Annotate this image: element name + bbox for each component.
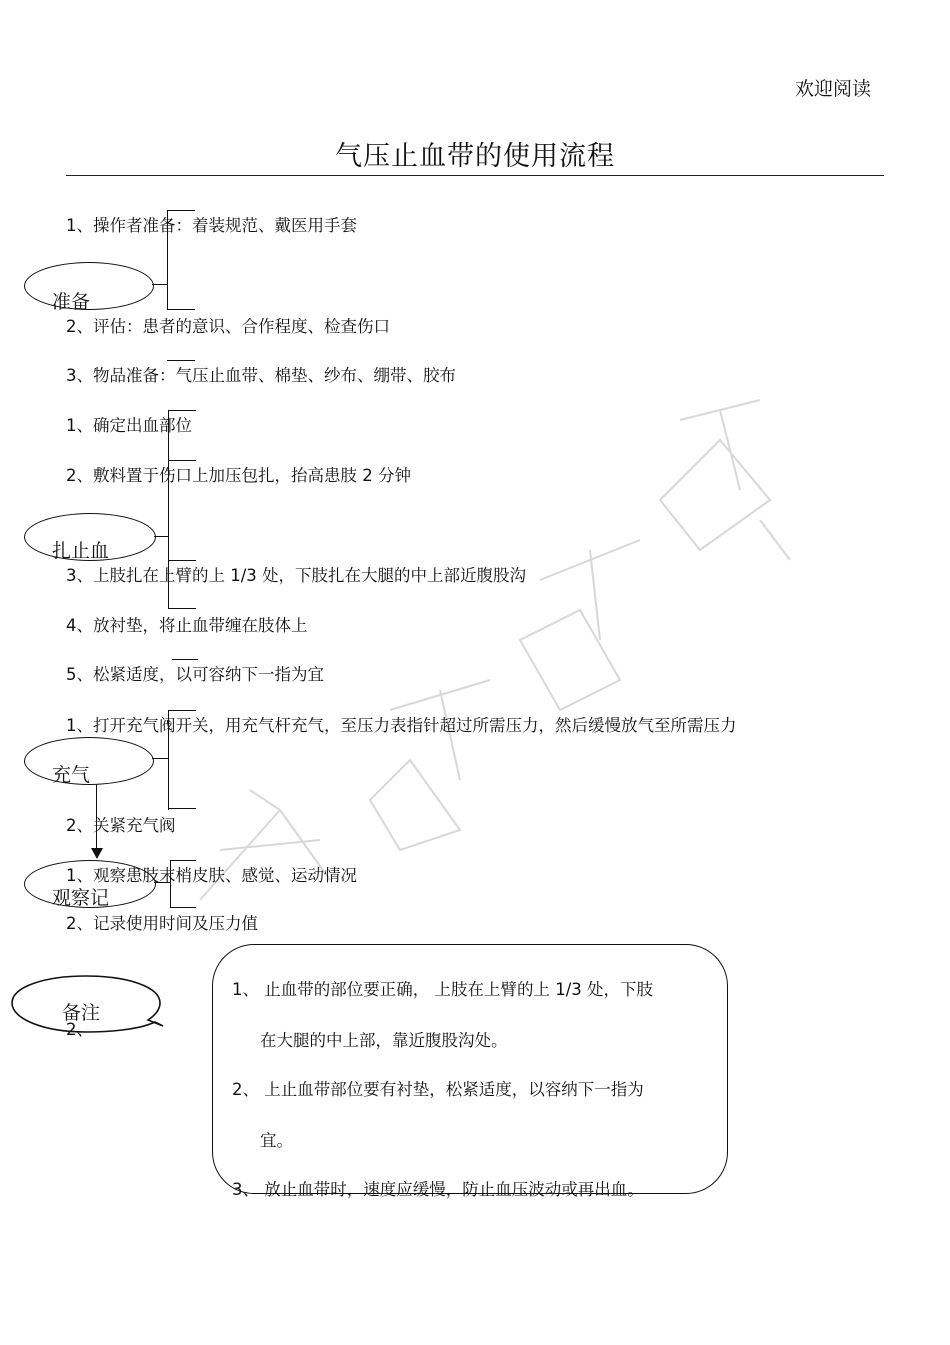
prepare-item-2: 2、评估：患者的意识、合作程度、检查伤口 xyxy=(66,317,390,336)
inflate-bracket-top xyxy=(168,710,196,711)
tourniquet-connector xyxy=(154,536,168,537)
tourniquet-bracket xyxy=(168,410,169,608)
tourniquet-item-5: 5、松紧适度，以可容纳下一指为宜 xyxy=(66,665,324,684)
observe-label: 观察记 xyxy=(52,887,110,909)
remarks-note-2-cont: 宜。 xyxy=(260,1131,293,1150)
tourniquet-item-3: 3、上肢扎在上臂的上 1/3 处，下肢扎在大腿的中上部近腹股沟 xyxy=(66,566,527,585)
prepare-item-1: 1、操作者准备：着装规范、戴医用手套 xyxy=(66,216,357,235)
remarks-note-1-cont: 在大腿的中上部，靠近腹股沟处。 xyxy=(260,1031,508,1050)
prepare-label: 准备 xyxy=(52,291,91,313)
prepare-connector xyxy=(152,284,167,285)
prepare-bracket-bottom xyxy=(167,309,195,310)
observe-connector xyxy=(154,882,170,883)
observe-item-1: 1、观察患肢末梢皮肤、感觉、运动情况 xyxy=(66,866,357,885)
tourniquet-bracket-mid2 xyxy=(168,560,196,561)
page-title: 气压止血带的使用流程 xyxy=(335,141,615,172)
prepare-bracket-top xyxy=(167,210,195,211)
tourniquet-bracket-top xyxy=(168,410,196,411)
observe-bracket-top xyxy=(170,860,196,861)
prepare-item-3: 3、物品准备：气压止血带、棉垫、纱布、绷带、胶布 xyxy=(66,366,456,385)
tourniquet-bracket-mid1 xyxy=(168,460,196,461)
observe-bracket-bottom xyxy=(170,907,196,908)
remarks-stray-number: 2、 xyxy=(66,1020,93,1039)
prepare-item3-tick xyxy=(167,360,195,361)
tourniquet-item-1: 1、确定出血部位 xyxy=(66,416,192,435)
inflate-item-2: 2、关紧充气阀 xyxy=(66,816,176,835)
header-corner-text: 欢迎阅读 xyxy=(795,78,872,100)
inflate-bracket-bottom xyxy=(168,808,196,809)
observe-bracket xyxy=(170,860,171,908)
tourniquet-item-2: 2、敷料置于伤口上加压包扎，抬高患肢 2 分钟 xyxy=(66,466,411,485)
observe-item-2: 2、记录使用时间及压力值 xyxy=(66,914,258,933)
remarks-note-1: 1、 止血带的部位要正确， 上肢在上臂的上 1/3 处，下肢 xyxy=(232,980,654,999)
title-underline xyxy=(66,175,884,176)
inflate-label: 充气 xyxy=(52,764,91,786)
inflate-bracket xyxy=(168,710,169,810)
flow-arrow-line xyxy=(96,784,97,852)
inflate-item-1: 1、打开充气阀开关，用充气杆充气，至压力表指针超过所需压力，然后缓慢放气至所需压力 xyxy=(66,716,737,735)
tourniquet-item5-tick xyxy=(172,659,198,660)
prepare-bracket xyxy=(167,210,168,310)
remarks-note-2: 2、 上止血带部位要有衬垫，松紧适度，以容纳下一指为 xyxy=(232,1080,644,1099)
tourniquet-item-4: 4、放衬垫，将止血带缠在肢体上 xyxy=(66,616,308,635)
tourniquet-label: 扎止血 xyxy=(52,540,110,562)
remarks-label: 备注 xyxy=(62,1002,101,1024)
flow-arrow-head-icon xyxy=(90,848,104,860)
remarks-note-3: 3、 放止血带时，速度应缓慢，防止血压波动或再出血。 xyxy=(232,1180,644,1199)
inflate-connector xyxy=(152,758,168,759)
tourniquet-bracket-bottom xyxy=(168,608,196,609)
